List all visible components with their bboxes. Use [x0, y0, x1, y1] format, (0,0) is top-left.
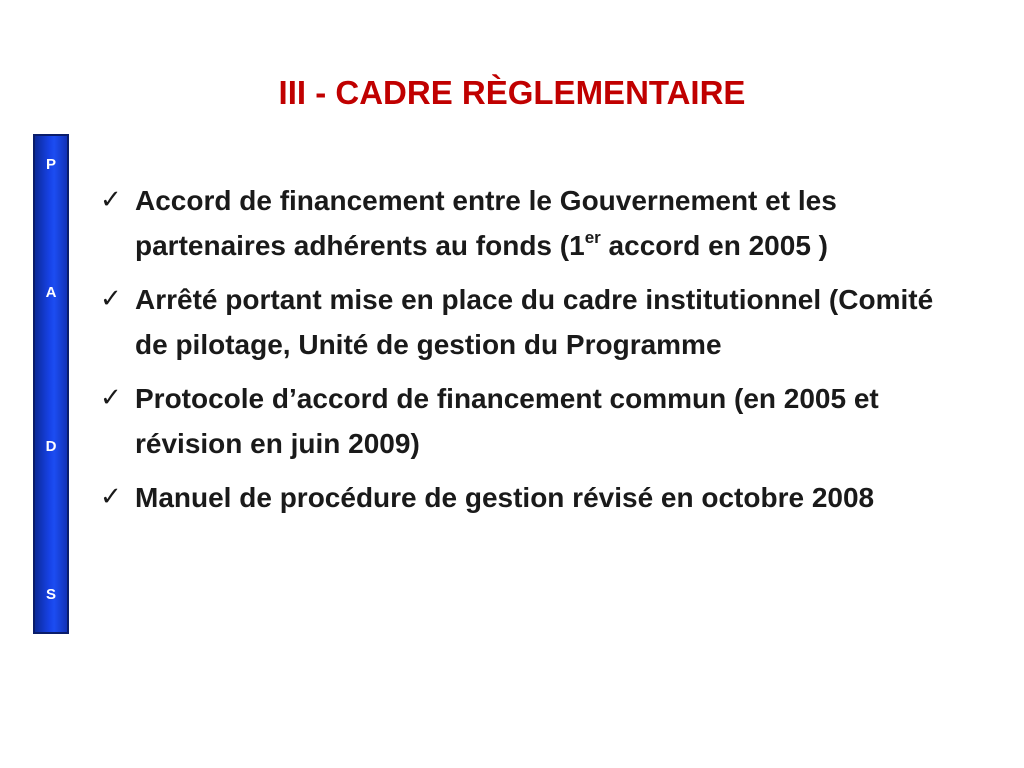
bullet-list [100, 178, 970, 529]
check-icon: ✓ [100, 185, 122, 215]
bullet-item [100, 475, 970, 520]
bullet-text: Manuel de procédure de gestion révisé en octobre 2008 [135, 482, 875, 513]
bullet-text: Protocole d’accord de financement commun (en 2005 et révision en juin 2009) [135, 383, 879, 459]
side-bar-letter: A [45, 284, 57, 301]
bullet-item [100, 277, 970, 367]
check-icon: ✓ [100, 284, 122, 314]
bullet-text: Arrêté portant mise en place du cadre institutionnel (Comité de pilotage, Unité de gestion du Programme [135, 284, 934, 360]
side-bar-letter: D [45, 438, 57, 455]
side-bar-letter: P [45, 156, 56, 173]
superscript-text: er [584, 228, 601, 247]
bullet-text-continued: accord en 2005 ) [600, 230, 828, 261]
bullet-item [100, 178, 970, 268]
check-icon: ✓ [100, 383, 122, 413]
bullet-text: Accord de financement entre le Gouvernement et les partenaires adhérents au fonds (1 [135, 185, 837, 261]
side-bar-letter: S [45, 586, 56, 603]
bullet-item [100, 376, 970, 466]
slide-title: III - CADRE RÈGLEMENTAIRE [278, 74, 746, 111]
side-bar [33, 134, 69, 634]
check-icon: ✓ [100, 482, 122, 512]
